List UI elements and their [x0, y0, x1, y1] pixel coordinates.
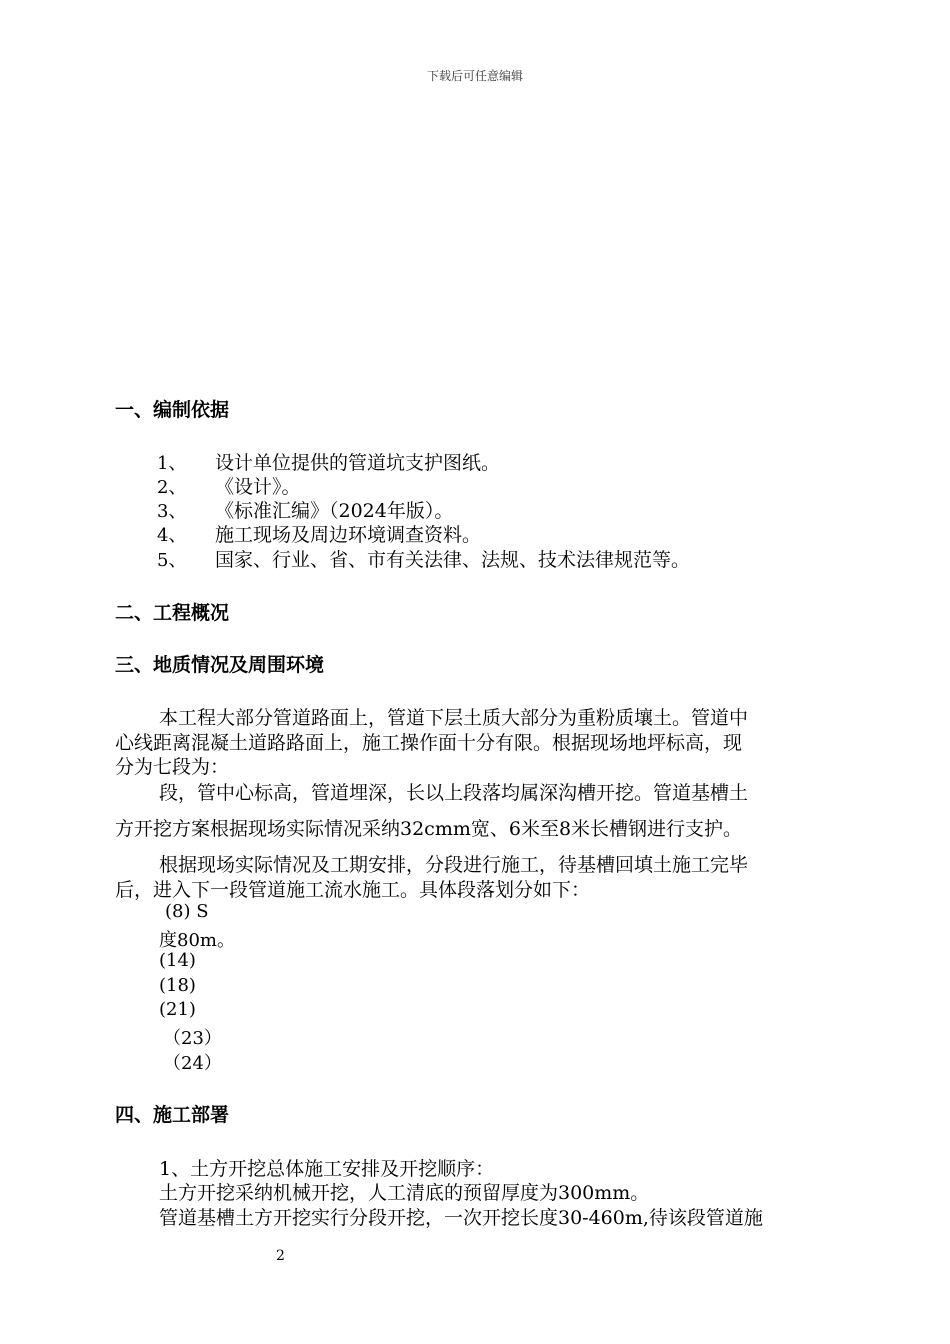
list-number: 2、 — [157, 477, 187, 498]
segment-item: （24） — [163, 1053, 222, 1074]
segment-item: (8) S — [165, 901, 209, 922]
paragraph-line: 分为七段为： — [115, 756, 230, 778]
paragraph-line: 方开挖方案根据现场实际情况采纳32cmm宽、6米至8米长槽钢进行支护。 — [115, 818, 743, 840]
page-number: 2 — [276, 1248, 285, 1264]
list-item-text: 设计单位提供的管道坑支护图纸。 — [215, 452, 501, 474]
list-item-text: 施工现场及周边环境调查资料。 — [215, 524, 482, 546]
segment-item: 度80m。 — [159, 930, 235, 951]
segment-item: (14) — [159, 950, 196, 971]
segment-item: (18) — [159, 975, 196, 996]
paragraph-line: 心线距离混凝土道路路面上，施工操作面十分有限。根据现场地坪标高，现 — [115, 732, 743, 754]
list-number: 4、 — [157, 525, 187, 546]
list-item-text: 《设计》。 — [215, 476, 301, 498]
paragraph-line: 后，进入下一段管道施工流水施工。具体段落划分如下： — [115, 879, 591, 901]
paragraph-line: 根据现场实际情况及工期安排，分段进行施工，待基槽回填土施工完毕 — [159, 854, 749, 876]
list-number: 3、 — [157, 501, 187, 522]
segment-item: (21) — [159, 999, 196, 1020]
list-item-text: 《标准汇编》（2024年版）。 — [215, 500, 454, 522]
paragraph-line: 土方开挖采纳机械开挖，人工清底的预留厚度为300mm。 — [159, 1182, 650, 1204]
list-item-text: 国家、行业、省、市有关法律、法规、技术法律规范等。 — [215, 549, 691, 571]
section-heading-basis: 一、编制依据 — [115, 399, 230, 421]
paragraph-line: 1、土方开挖总体施工安排及开挖顺序： — [159, 1158, 495, 1180]
section-heading-geology: 三、地质情况及周围环境 — [115, 654, 325, 676]
header-note: 下载后可任意编辑 — [426, 69, 523, 83]
paragraph-line: 本工程大部分管道路面上，管道下层土质大部分为重粉质壤土。管道中 — [159, 707, 749, 729]
paragraph-line: 段，管中心标高，管道埋深，长以上段落均属深沟槽开挖。管道基槽土 — [159, 782, 749, 804]
section-heading-deployment: 四、施工部署 — [115, 1104, 230, 1126]
section-heading-overview: 二、工程概况 — [115, 602, 230, 624]
segment-item: （23） — [163, 1028, 222, 1049]
paragraph-line: 管道基槽土方开挖实行分段开挖，一次开挖长度30-460m,待该段管道施 — [159, 1207, 763, 1229]
list-number: 1、 — [157, 453, 187, 474]
list-number: 5、 — [157, 550, 187, 571]
